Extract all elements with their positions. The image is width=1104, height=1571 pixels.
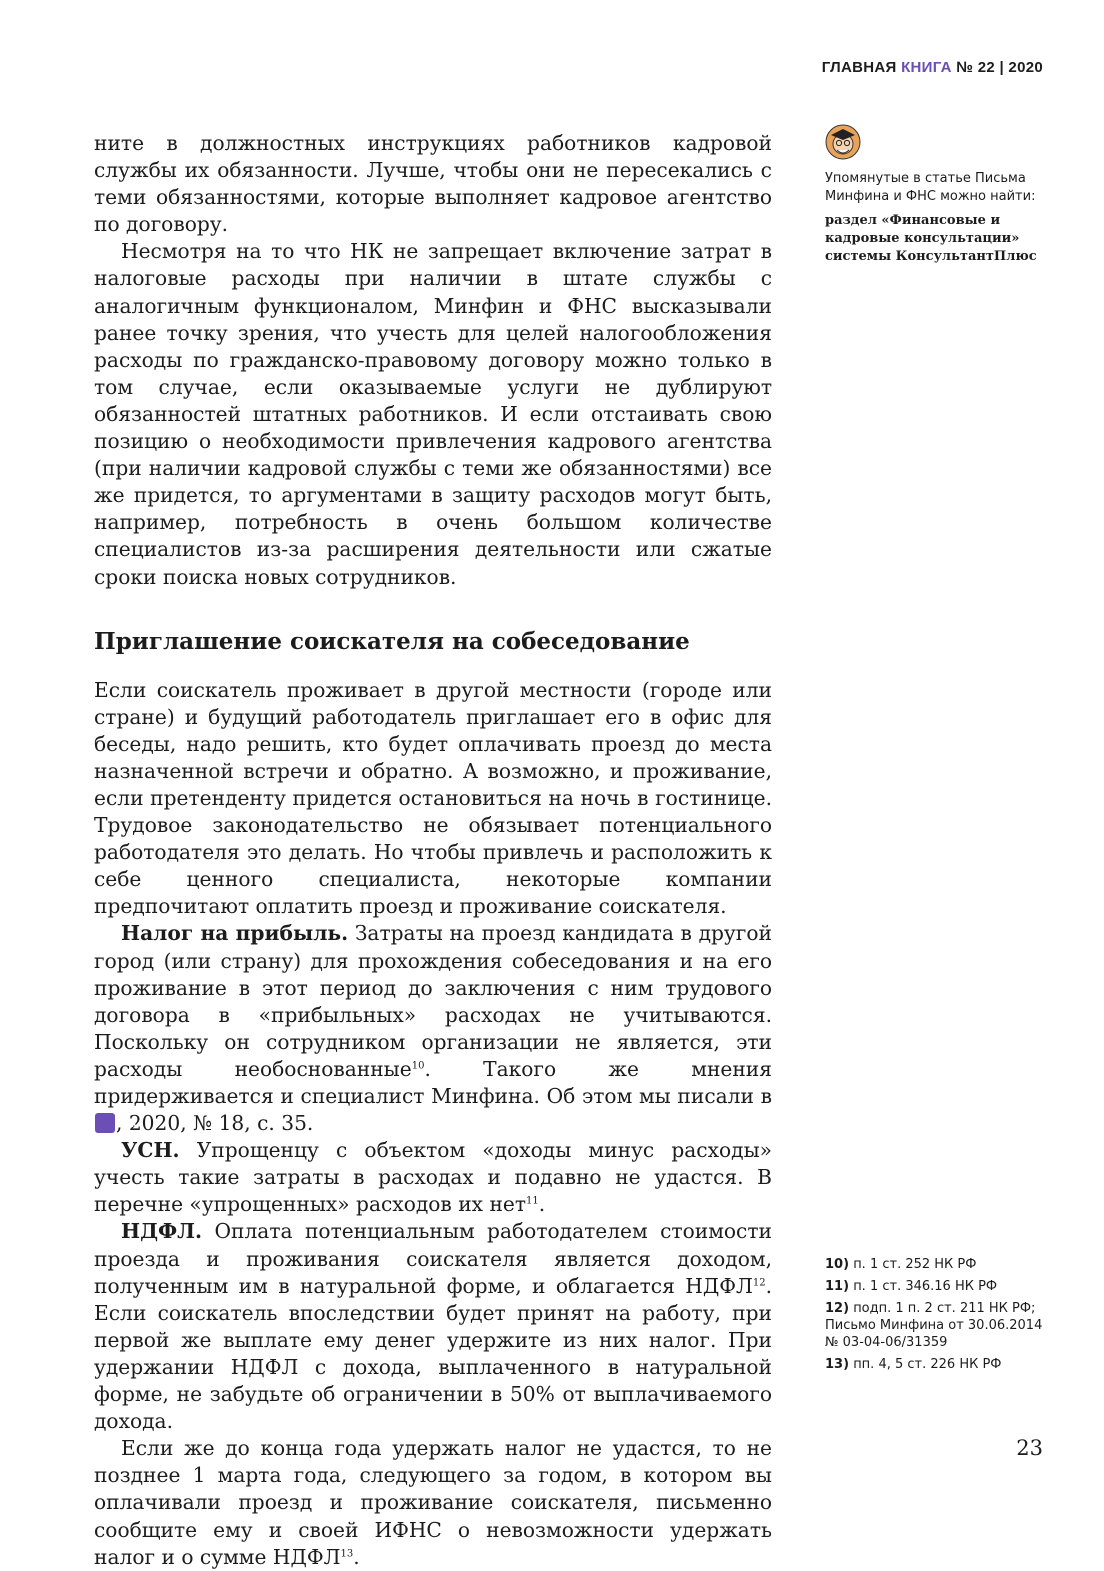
footnote-item: 12) подп. 1 п. 2 ст. 211 НК РФ; Письмо Минфина от 30.06.2014 № 03-04-06/31359 (825, 1301, 1043, 1350)
paragraph: Если соискатель проживает в другой местности (городе или стране) и будущий работодатель приглашает его в офис для беседы, надо решить, кто будет оплачивать проезд до места назначенной встречи и обратно. А возможно, и проживание, если претенденту придется остановиться на ночь в гостинице. Трудовое законодательство не обязывает потенциального работодателя это делать. Но чтобы привлечь и расположить к себе ценного специалиста, некоторые компании предпочитают оплатить проезд и проживание соискателя. (94, 677, 772, 919)
footnote-item: 10) п. 1 ст. 252 НК РФ (825, 1257, 977, 1272)
professor-avatar-icon (825, 124, 861, 160)
article-body (94, 130, 772, 1571)
footnote-ref[interactable]: 11 (526, 1195, 539, 1207)
magazine-header (822, 59, 1043, 76)
paragraph-ndfl: НДФЛ. Оплата потенциальным работодателем стоимости проезда и проживания соискателя является доходом, полученным им в натуральной форме, и облагается НДФЛ$^{12}$. Если соискатель впоследствии будет принят на работу, при первой же выплате ему денег удержите из них налог. При удержании НДФЛ с дохода, выплаченного в натуральной форме, не забудьте об ограничении в 50% от выплачиваемого дохода. (94, 1219, 772, 1434)
run-in-label: Налог на прибыль. (121, 921, 349, 946)
glavnaya-kniga-logo-icon (95, 1113, 115, 1133)
paragraph-usn: УСН. Упрощенцу с объектом «доходы минус расходы» учесть такие затраты в расходах и подавно не удастся. В перечне «упрощенных» расходов их нет$^{11}$. (94, 1138, 772, 1217)
sidebar-source: раздел «Финансовые и кадровые консультации» системы КонсультантПлюс (825, 213, 1037, 264)
paragraph: ните в должностных инструкциях работников кадровой службы их обязанности. Лучше, чтобы они не пересекались с теми обязанностями, которые выполняет кадровое агентство по договору. (94, 131, 772, 237)
paragraph-tax-profit: Налог на прибыль. Затраты на проезд кандидата в другой город (или страну) для прохождения собеседования и на его проживание в этот период до заключения с ним трудового договора в «прибыльных» расходах не учитываются. Поскольку он сотрудником организации не является, эти расходы необоснованные$^{10}$. Такого же мнения придерживается и специалист Минфина. Об этом мы писали в Гк, 2020, № 18, с. 35. (94, 920, 772, 1137)
footnote-item: 11) п. 1 ст. 346.16 НК РФ (825, 1279, 998, 1294)
page-number: 23 (1016, 1436, 1043, 1460)
footnote-item: 13) пп. 4, 5 ст. 226 НК РФ (825, 1357, 1002, 1372)
brand-name-accent: КНИГА (901, 59, 952, 76)
section-heading: Приглашение соискателя на собеседование (94, 627, 690, 655)
sidebar-text: Упомянутые в статье Письма Минфина и ФНС можно найти: (825, 171, 1036, 204)
footnote-ref[interactable]: 10 (411, 1060, 425, 1072)
sidebar-note (825, 124, 1055, 266)
paragraph: Несмотря на то что НК не запрещает включение затрат в налоговые расходы при наличии в штате службы с аналогичным функционалом, Минфин и ФНС высказывали ранее точку зрения, что учесть для целей налогообложения расходы по гражданско-правовому договору можно только в том случае, если оказываемые услуги не дублируют обязанностей штатных работников. И если отстаивать свою позицию о необходимости привлечения кадрового агентства (при наличии кадровой службы с теми же обязанностями) все же придется, то аргументами в защиту расходов могут быть, например, потребность в очень большом количестве специалистов из-за расширения деятельности или сжатые сроки поиска новых сотрудников. (94, 239, 772, 589)
issue-number: № 22 | 2020 (956, 59, 1043, 76)
footnote-ref[interactable]: 12 (752, 1276, 766, 1288)
brand-name: ГЛАВНАЯ (821, 59, 897, 76)
run-in-label: УСН. (121, 1138, 180, 1163)
paragraph-last: Если же до конца года удержать налог не удастся, то не позднее 1 марта года, следующего за годом, в котором вы оплачивали проезд и проживание соискателя, письменно сообщите ему и своей ИФНС о невозможности удержать налог и о сумме НДФЛ$^{13}$. (94, 1436, 772, 1569)
footnote-ref[interactable]: 13 (340, 1547, 354, 1559)
run-in-label: НДФЛ. (121, 1219, 203, 1244)
footnotes (825, 1256, 1055, 1378)
